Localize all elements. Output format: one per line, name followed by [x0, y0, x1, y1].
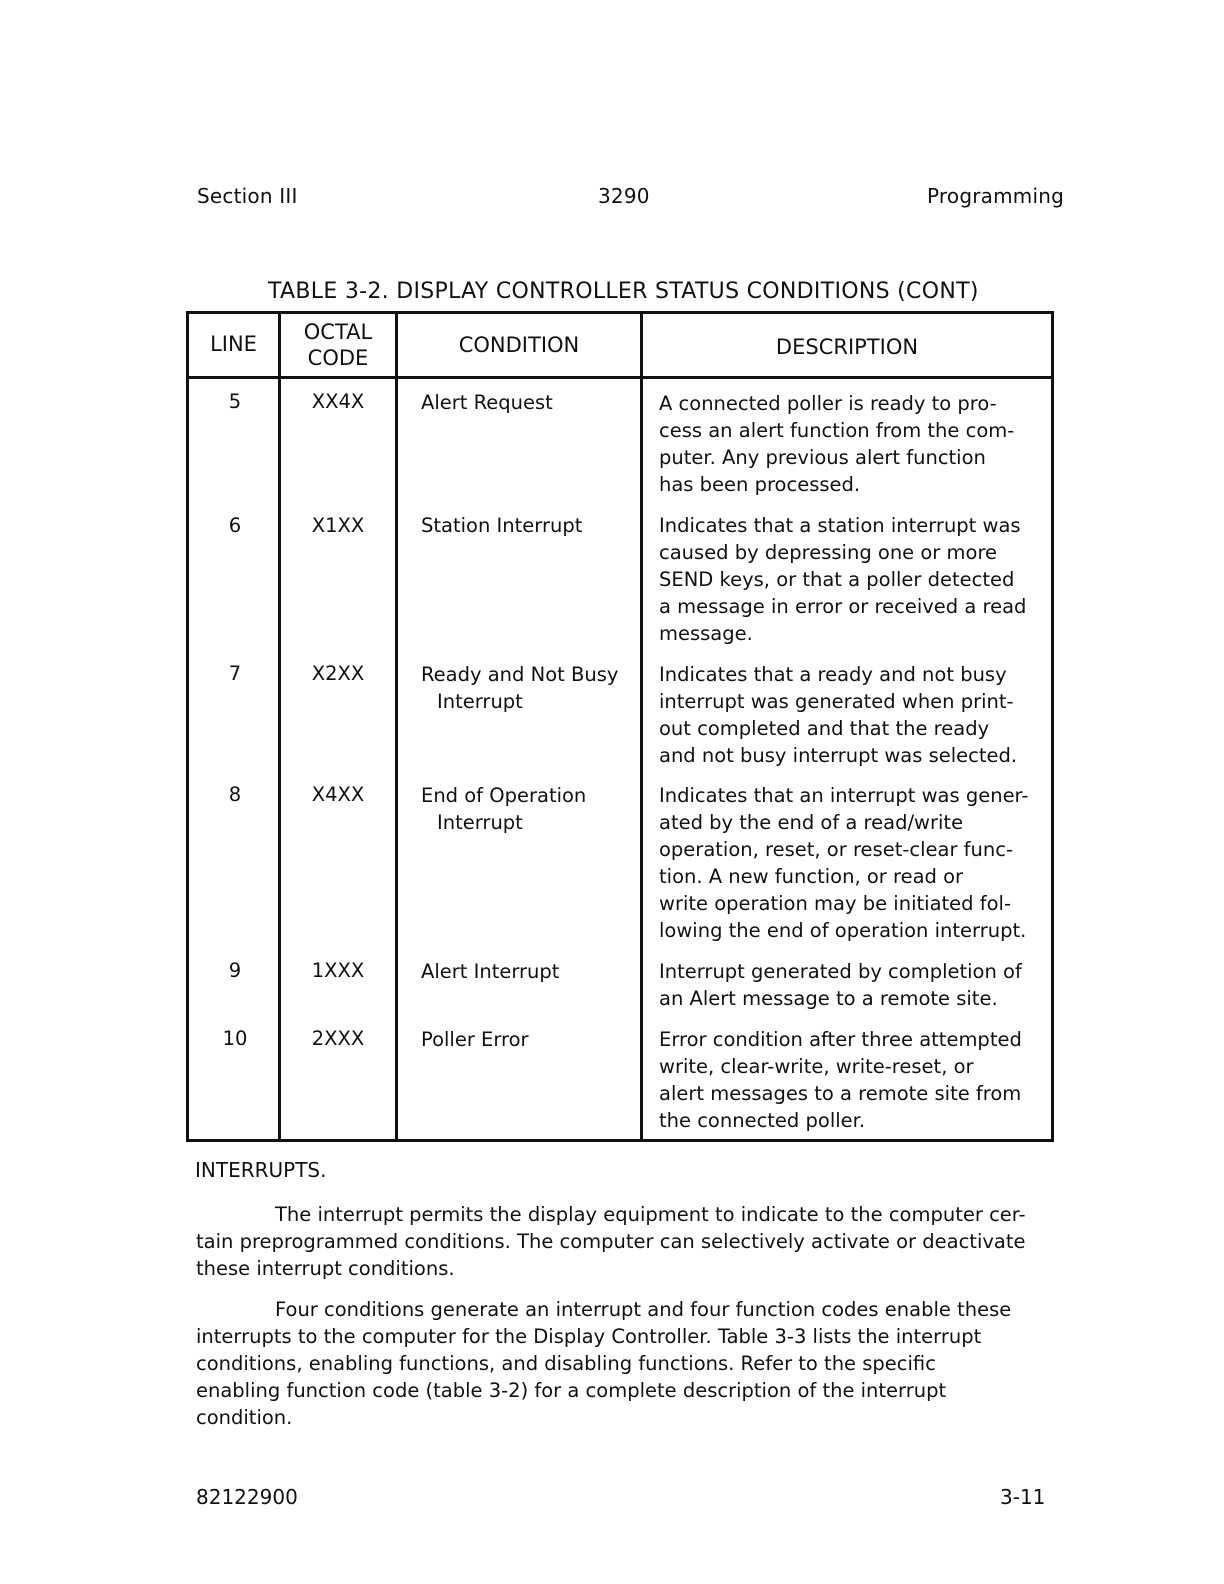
- condition-text: Station Interrupt: [421, 514, 583, 537]
- column-divider: [640, 314, 643, 1139]
- description-text: interrupt was generated when print-: [659, 690, 1014, 713]
- row-description: [659, 512, 1054, 647]
- description-text: the connected poller.: [659, 1109, 866, 1132]
- row-condition: [421, 512, 641, 539]
- description-text: Indicates that a station interrupt was: [659, 514, 1021, 537]
- condition-text: Interrupt: [437, 811, 523, 834]
- column-header-octal-code: [281, 319, 395, 371]
- interrupts-paragraph-2: [196, 1296, 1011, 1431]
- row-description: [659, 661, 1054, 769]
- condition-text: Poller Error: [421, 1028, 529, 1051]
- paragraph-line: these interrupt conditions.: [196, 1257, 455, 1280]
- description-text: an Alert message to a remote site.: [659, 987, 998, 1010]
- footer-document-number: 82122900: [196, 1485, 298, 1509]
- row-octal-code: X4XX: [311, 783, 365, 806]
- description-text: write, clear-write, write-reset, or: [659, 1055, 974, 1078]
- description-text: message.: [659, 622, 753, 645]
- row-description: [659, 1026, 1054, 1134]
- row-description: [659, 390, 1054, 498]
- paragraph-line: enabling function code (table 3-2) for a complete description of the interrupt: [196, 1379, 947, 1402]
- description-text: write operation may be initiated fol-: [659, 892, 1011, 915]
- paragraph-line: tain preprogrammed conditions. The computer can selectively activate or deactivate: [196, 1230, 1026, 1253]
- description-text: ated by the end of a read/write: [659, 811, 964, 834]
- status-conditions-table: [186, 311, 1054, 1142]
- row-condition: [421, 1026, 641, 1053]
- description-text: lowing the end of operation interrupt.: [659, 919, 1027, 942]
- description-text: out completed and that the ready: [659, 717, 990, 740]
- paragraph-line: conditions, enabling functions, and disabling functions. Refer to the specific: [196, 1352, 936, 1375]
- row-line-number: 10: [222, 1027, 248, 1050]
- footer-page-number: 3-11: [1000, 1485, 1046, 1509]
- row-description: [659, 958, 1054, 1012]
- row-line-number: 7: [228, 662, 242, 685]
- description-text: A connected poller is ready to pro-: [659, 392, 997, 415]
- description-text: SEND keys, or that a poller detected: [659, 568, 1015, 591]
- paragraph-line: condition.: [196, 1406, 293, 1429]
- row-line-number: 8: [228, 783, 242, 806]
- header-section: Section III: [197, 184, 298, 208]
- description-text: Error condition after three attempted: [659, 1028, 1022, 1051]
- column-header-octal-line-1: OCTAL: [303, 320, 373, 344]
- row-octal-code: 1XXX: [311, 959, 365, 982]
- header-divider: [189, 376, 1051, 379]
- row-line-number: 5: [228, 390, 242, 413]
- description-text: alert messages to a remote site from: [659, 1082, 1022, 1105]
- row-condition: [421, 782, 641, 836]
- row-octal-code: XX4X: [311, 390, 365, 413]
- description-text: caused by depressing one or more: [659, 541, 998, 564]
- row-condition: [421, 958, 641, 985]
- condition-text: Interrupt: [437, 690, 523, 713]
- row-line-number: 9: [228, 959, 242, 982]
- description-text: Indicates that an interrupt was gener-: [659, 784, 1029, 807]
- header-model: 3290: [598, 184, 650, 208]
- section-heading-interrupts: INTERRUPTS.: [195, 1158, 327, 1182]
- description-text: has been processed.: [659, 473, 861, 496]
- column-header-line: LINE: [210, 332, 257, 356]
- description-text: tion. A new function, or read or: [659, 865, 964, 888]
- paragraph-line: The interrupt permits the display equipment to indicate to the computer cer-: [275, 1203, 1026, 1226]
- row-condition: [421, 661, 641, 715]
- header-chapter: Programming: [927, 184, 1064, 208]
- column-divider: [395, 314, 398, 1139]
- description-text: Interrupt generated by completion of: [659, 960, 1022, 983]
- row-condition: [421, 389, 641, 416]
- condition-text: Alert Interrupt: [421, 960, 560, 983]
- description-text: puter. Any previous alert function: [659, 446, 986, 469]
- description-text: a message in error or received a read: [659, 595, 1027, 618]
- column-header-description: DESCRIPTION: [775, 335, 919, 359]
- column-divider: [278, 314, 281, 1139]
- column-header-octal-line-2: CODE: [307, 346, 369, 370]
- row-description: [659, 782, 1054, 944]
- row-octal-code: 2XXX: [311, 1027, 365, 1050]
- row-octal-code: X1XX: [311, 514, 365, 537]
- row-line-number: 6: [228, 514, 242, 537]
- description-text: and not busy interrupt was selected.: [659, 744, 1018, 767]
- column-header-condition: CONDITION: [458, 333, 580, 357]
- description-text: Indicates that a ready and not busy: [659, 663, 1007, 686]
- table-title: TABLE 3-2. DISPLAY CONTROLLER STATUS CONDITIONS (CONT): [268, 279, 979, 304]
- condition-text: Ready and Not Busy: [421, 663, 619, 686]
- condition-text: End of Operation: [421, 784, 587, 807]
- description-text: operation, reset, or reset-clear func-: [659, 838, 1014, 861]
- interrupts-paragraph-1: [196, 1201, 1026, 1282]
- paragraph-line: Four conditions generate an interrupt and four function codes enable these: [275, 1298, 1012, 1321]
- row-octal-code: X2XX: [311, 662, 365, 685]
- paragraph-line: interrupts to the computer for the Display Controller. Table 3-3 lists the interrupt: [196, 1325, 982, 1348]
- description-text: cess an alert function from the com-: [659, 419, 1015, 442]
- condition-text: Alert Request: [421, 391, 553, 414]
